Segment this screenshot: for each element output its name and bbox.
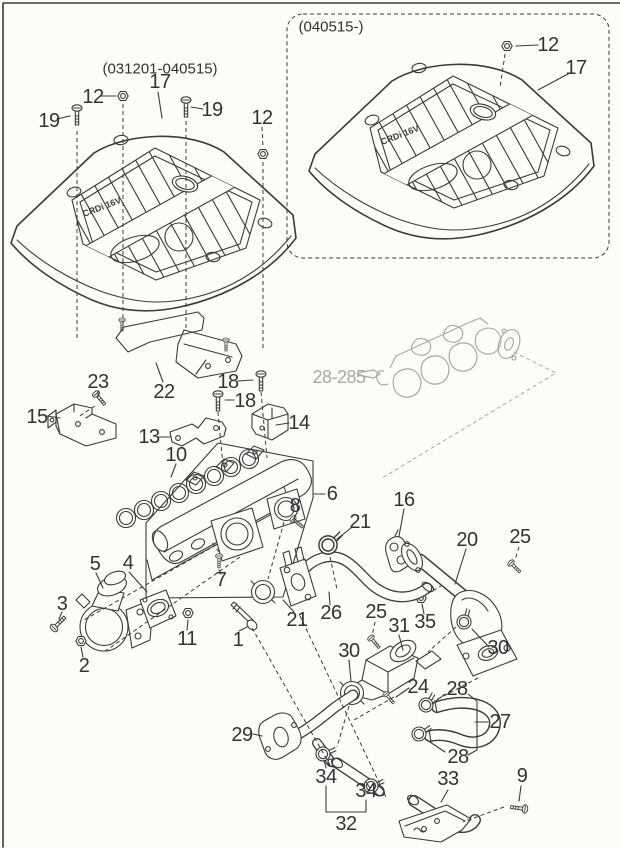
callout-4: 4 <box>122 552 134 574</box>
variant-label-late: (040515-) <box>298 18 364 36</box>
callout-27: 27 <box>489 711 511 733</box>
callout-34-left: 34 <box>315 766 337 788</box>
inlet-flange-29 <box>259 695 353 769</box>
variant-label-early: (031201-040515) <box>102 60 218 78</box>
nut-11 <box>183 609 193 618</box>
callout-3: 3 <box>56 593 68 615</box>
callout-5: 5 <box>89 553 101 575</box>
callout-17-late: 17 <box>565 57 587 79</box>
callout-28-bottom: 28 <box>447 746 469 768</box>
throttle-body-5 <box>76 569 152 651</box>
bracket-13 <box>170 418 226 446</box>
callout-32: 32 <box>335 813 357 835</box>
callout-18-b: 18 <box>234 390 256 412</box>
callout-30-right: 30 <box>487 637 509 659</box>
callout-22: 22 <box>153 381 175 403</box>
callout-1: 1 <box>232 629 244 651</box>
bracket-15 <box>48 404 116 446</box>
callout-25-right: 25 <box>509 526 531 548</box>
callout-12-a: 12 <box>82 86 104 108</box>
callout-28-top: 28 <box>446 678 468 700</box>
engine-cover-early <box>11 98 296 329</box>
callout-30-left: 30 <box>338 640 360 662</box>
callout-29: 29 <box>231 724 253 746</box>
callout-11: 11 <box>177 628 197 650</box>
callout-10: 10 <box>165 444 187 466</box>
callout-18-a: 18 <box>217 371 239 393</box>
callout-25-center: 25 <box>365 601 387 623</box>
bracket-22 <box>116 312 242 378</box>
callout-21-lower: 21 <box>286 609 308 631</box>
bolt-18-b <box>213 391 223 411</box>
callout-17-early: 17 <box>149 71 171 93</box>
callout-2: 2 <box>78 655 90 677</box>
gasket-21-lower <box>251 581 275 604</box>
callout-12-b: 12 <box>251 107 273 129</box>
callout-26: 26 <box>320 602 342 624</box>
callout-8: 8 <box>289 495 301 517</box>
callout-9: 9 <box>516 765 528 787</box>
callout-20: 20 <box>456 529 478 551</box>
bracket-33 <box>399 793 475 842</box>
engine-cover-late <box>309 26 594 257</box>
callout-24: 24 <box>407 676 429 698</box>
bolt-9 <box>510 803 528 814</box>
bolt-1 <box>231 602 259 632</box>
callout-19-a: 19 <box>38 110 60 132</box>
callout-14: 14 <box>288 412 310 434</box>
callout-12-late: 12 <box>537 34 559 56</box>
callout-33: 33 <box>437 768 459 790</box>
bolt-18-a <box>256 371 266 391</box>
bolt-24 <box>382 690 396 705</box>
callout-34-right: 34 <box>355 780 377 802</box>
screw-25-right <box>507 559 523 575</box>
callout-6: 6 <box>326 483 338 505</box>
nut-2 <box>76 637 86 646</box>
late-variant-box <box>287 14 609 258</box>
callout-13: 13 <box>138 426 160 448</box>
intake-manifold-6 <box>147 446 311 580</box>
parts-diagram-canvas: CRDi 16V <box>0 0 620 848</box>
callout-15: 15 <box>26 406 48 428</box>
callout-16: 16 <box>393 489 415 511</box>
clamp-21-upper <box>319 532 342 554</box>
bracket-14 <box>252 404 288 440</box>
callout-35: 35 <box>414 611 436 633</box>
callout-19-b: 19 <box>201 99 223 121</box>
callout-31: 31 <box>388 615 410 637</box>
bolt-3 <box>49 614 68 633</box>
exhaust-manifold-ghost <box>360 318 557 478</box>
screw-25-center <box>367 634 382 650</box>
callout-21-upper: 21 <box>349 511 371 533</box>
callout-23: 23 <box>87 371 109 393</box>
callout-28-285-ghost: 28-285 <box>312 367 366 387</box>
callout-7: 7 <box>215 569 227 591</box>
